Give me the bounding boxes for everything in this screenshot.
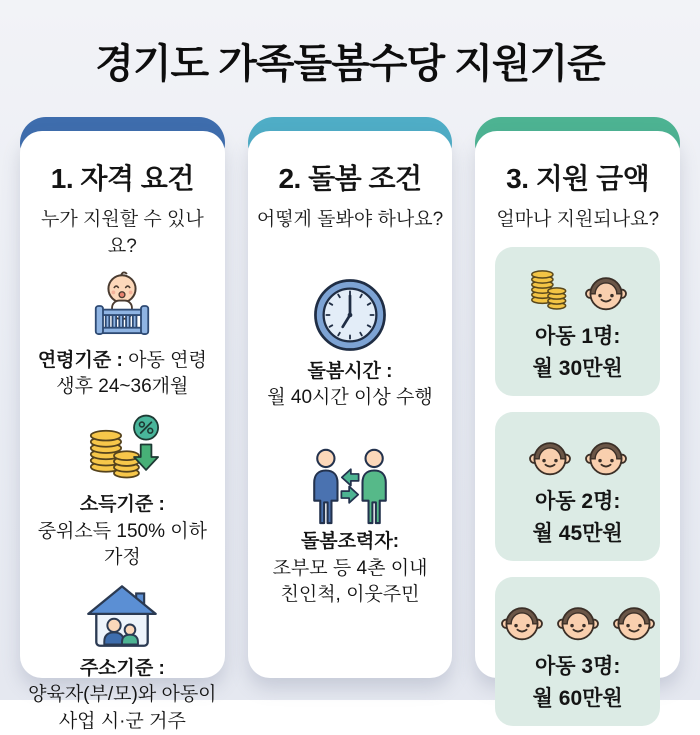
section-text	[28, 348, 217, 400]
amount-icons	[499, 591, 656, 643]
section-line: 조부모 등 4촌 이내	[272, 557, 428, 579]
card-heading: 1. 자격 요건	[50, 163, 194, 194]
section-line: 월 40시간 이상 수행	[267, 387, 433, 409]
coins-percent-icon	[28, 410, 217, 488]
card-support-amount	[475, 117, 680, 710]
card-subtitle: 어떻게 돌봐야 하나요?	[256, 209, 444, 230]
section-line: 사업 시·군 거주	[58, 710, 186, 732]
amount-box-three-children	[495, 577, 660, 726]
page-title: 경기도 가족돌봄수당 지원기준	[95, 42, 605, 86]
card-subtitle: 누가 지원할 수 있나요?	[41, 209, 204, 257]
card-body	[20, 131, 225, 732]
amount-icons	[499, 261, 656, 313]
section-line: 생후 24~36개월	[56, 376, 189, 398]
section-label: 주소기준 :	[79, 658, 165, 680]
people-exchange-icon	[256, 447, 445, 525]
section-label-inline: 아동 연령	[128, 350, 207, 371]
amount-text	[499, 486, 656, 549]
section-care-helper	[256, 447, 445, 608]
child-face-icon	[584, 434, 628, 478]
clock-icon	[256, 275, 445, 355]
amount-line2: 월 60만원	[532, 686, 623, 710]
card-eligibility	[20, 117, 225, 732]
house-family-icon	[28, 581, 217, 652]
section-age	[28, 268, 217, 400]
amount-line2: 월 45만원	[532, 521, 623, 545]
card-body	[248, 131, 453, 678]
section-label: 돌봄시간 :	[307, 361, 393, 382]
amount-text	[499, 321, 656, 384]
section-text	[256, 359, 445, 411]
section-line: 중위소득 150% 이하 가정	[37, 520, 207, 568]
child-face-icon	[500, 599, 544, 643]
amount-line1: 아동 2명:	[534, 490, 621, 513]
section-text	[28, 656, 217, 735]
section-line: 양육자(부/모)와 아동이	[28, 684, 217, 706]
baby-crib-icon	[28, 268, 217, 344]
section-label: 연령기준 :	[37, 350, 123, 371]
amount-line1: 아동 3명:	[534, 655, 621, 678]
amount-line2: 월 30만원	[532, 356, 623, 380]
child-face-icon	[584, 269, 628, 313]
amount-line1: 아동 1명:	[534, 325, 621, 348]
cards-row	[20, 117, 680, 732]
card-body	[475, 131, 680, 710]
section-care-time	[256, 275, 445, 411]
section-text	[256, 529, 445, 608]
child-face-icon	[612, 599, 656, 643]
card-care-conditions	[248, 117, 453, 678]
section-income	[28, 410, 217, 571]
section-label: 돌봄조력자:	[300, 531, 400, 553]
card-heading: 3. 지원 금액	[506, 163, 650, 194]
amount-text	[499, 651, 656, 714]
section-text	[28, 492, 217, 571]
child-face-icon	[528, 434, 572, 478]
child-face-icon	[556, 599, 600, 643]
section-label: 소득기준 :	[79, 494, 165, 516]
section-line: 친인척, 이웃주민	[280, 583, 420, 605]
card-heading: 2. 돌봄 조건	[278, 163, 422, 194]
amount-icons	[499, 426, 656, 478]
coins-icon	[528, 263, 572, 313]
card-subtitle: 얼마나 지원되나요?	[496, 209, 660, 230]
section-address	[28, 581, 217, 735]
amount-box-one-child	[495, 247, 660, 396]
amount-box-two-children	[495, 412, 660, 561]
